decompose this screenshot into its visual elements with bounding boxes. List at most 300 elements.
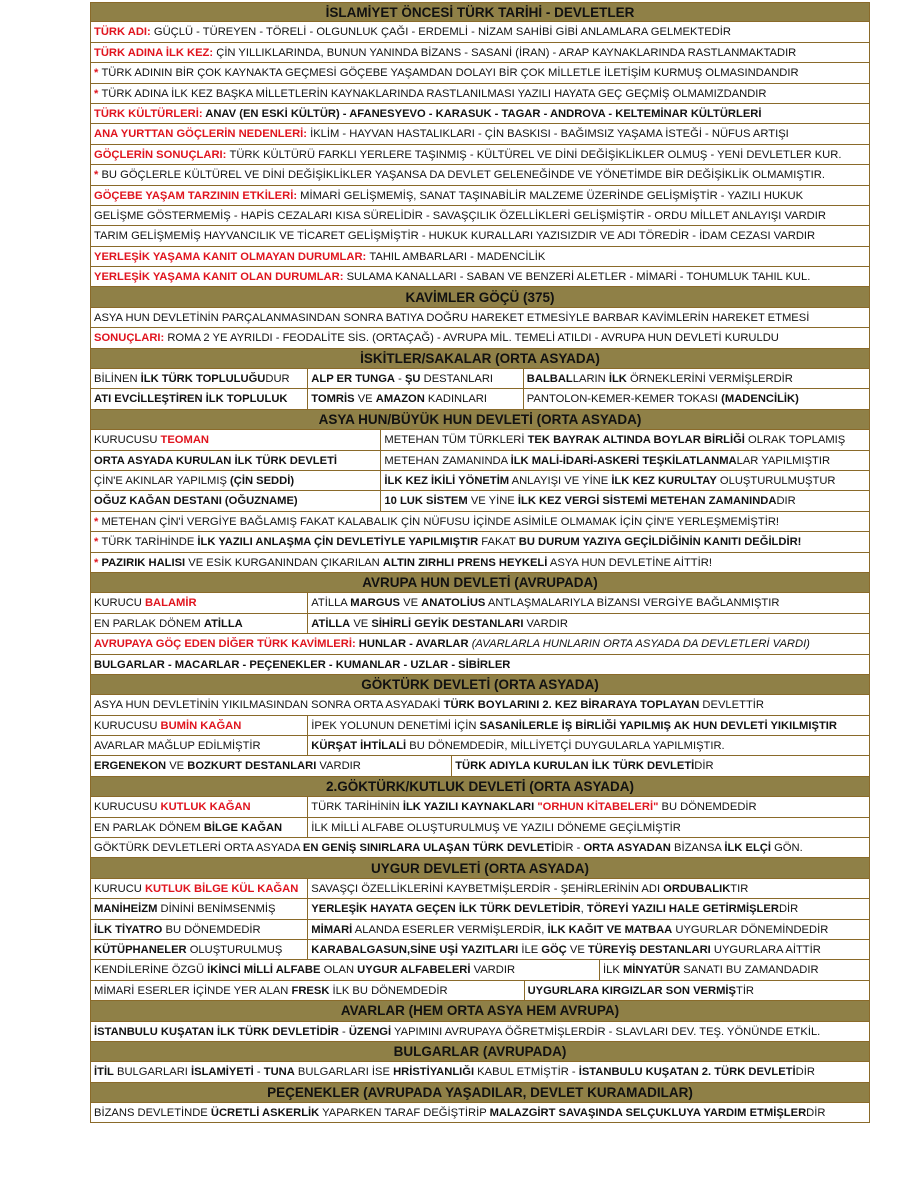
cell-text: VE ESİK KURGANINDAN ÇIKARILAN	[185, 556, 383, 569]
table-row	[90, 879, 870, 899]
cell-text: İKLİM - HAYVAN HASTALIKLARI - ÇİN BASKISI - BAĞIMSIZ YAŞAMA İSTEĞİ - NÜFUS ARTIŞI	[310, 128, 789, 141]
cell-text: TIR	[730, 882, 749, 895]
table-cell	[380, 491, 869, 510]
section-header	[90, 2, 870, 22]
bold-text: ATİLLA	[311, 617, 351, 630]
table-row	[90, 186, 870, 206]
cell-text: OLAN	[320, 964, 358, 977]
cell-text: VARDIR	[523, 617, 568, 630]
table-cell	[307, 369, 523, 388]
highlight-text: TÜRK ADINA İLK KEZ:	[94, 46, 217, 59]
cell-text: VE	[166, 760, 188, 773]
bold-text: ANAV (EN ESKİ KÜLTÜR) - AFANESYEVO - KARASUK - TAGAR - ANDROVA - KELTEMİNAR KÜLTÜRLERİ	[205, 107, 762, 120]
table-row	[90, 614, 870, 634]
cell-text: VE	[400, 597, 422, 610]
table-row	[90, 389, 870, 409]
highlight-text: TEOMAN	[160, 434, 209, 447]
bold-text: ATI EVCİLLEŞTİREN İLK TOPLULUK	[94, 393, 288, 406]
table-row	[90, 838, 870, 858]
cell-text: ROMA 2 YE AYRILDI - FEODALİTE SİS. (ORTAÇAĞ) - AVRUPA MİL. TEMELİ ATILDI - AVRUPA HUN DEVLETİ KURULDU	[167, 332, 779, 345]
table-cell	[307, 614, 869, 633]
table-cell	[91, 22, 869, 41]
cell-text: GELİŞME GÖSTERMEMİŞ - HAPİS CEZALARI KISA SÜRELİDİR - SAVAŞÇILIK ÖZELLİKLERİ GELİŞMİŞTİR - ORDU MİLLET ANLAYIŞI VARDIR	[94, 209, 826, 222]
table-cell	[91, 655, 869, 674]
section-title: İSKİTLER/SAKALAR (ORTA ASYADA)	[360, 350, 600, 366]
bold-text: GÖÇ	[541, 943, 567, 956]
cell-text: ASYA HUN DEVLETİNİN PARÇALANMASINDAN SONRA BATIYA DOĞRU HAREKET ETMESİYLE BARBAR KAVİMLERİN HAREKET ETMESİ	[94, 311, 810, 324]
cell-text: SANATI BU ZAMANDADIR	[680, 964, 819, 977]
cell-text: BİZANSA	[670, 842, 725, 855]
table-cell	[91, 63, 869, 82]
table-cell	[91, 960, 599, 979]
cell-text: ÇİN YILLIKLARINDA, BUNUN YANINDA BİZANS - SASANİ (İRAN) - ARAP KAYNAKLARINDA RASTLANMAKTADIR	[216, 46, 797, 59]
cell-text: ALANDA ESERLER VERMİŞLERDİR,	[352, 923, 548, 936]
bold-text: İLK TÜRK TOPLULUĞU	[140, 373, 266, 386]
table-cell	[91, 981, 524, 1000]
table-cell	[91, 308, 869, 327]
highlight-text: *	[94, 556, 102, 569]
table-row	[90, 124, 870, 144]
bold-text: PAZIRIK HALISI	[101, 556, 186, 569]
section-header	[90, 1042, 870, 1062]
bold-text: BALBAL	[526, 373, 573, 386]
table-row	[90, 43, 870, 63]
bold-text: ORDUBALIK	[663, 882, 731, 895]
highlight-text: *	[94, 67, 102, 80]
cell-text: TÜRK KÜLTÜRÜ FARKLI YERLERE TAŞINMIŞ - KÜLTÜREL VE DİNİ DEĞİŞİKLİKLER OLMUŞ - YENİ DEVLETLER KUR.	[229, 148, 842, 161]
bold-text: TUNA	[263, 1066, 295, 1079]
table-cell	[91, 512, 869, 531]
bold-text: SASANİLERLE İŞ BİRLİĞİ YAPILMIŞ AK HUN DEVLETİ YIKILMIŞTIR	[479, 719, 837, 732]
cell-text: KADINLARI	[424, 393, 487, 406]
bold-text: İTİL	[94, 1066, 114, 1079]
section-title: İSLAMİYET ÖNCESİ TÜRK TARİHİ - DEVLETLER	[325, 4, 635, 20]
table-row	[90, 22, 870, 42]
bold-text: İSTANBULU KUŞATAN 2. TÜRK DEVLETİ	[578, 1066, 796, 1079]
bold-text: İLK	[608, 373, 627, 386]
table-cell	[91, 186, 869, 205]
cell-text: TAHIL AMBARLARI - MADENCİLİK	[369, 250, 546, 263]
bold-text: KARABALGASUN,SİNE UŞİ YAZITLARI	[311, 943, 519, 956]
cell-text: KURUCUSU	[94, 434, 161, 447]
cell-text: DİR	[694, 760, 714, 773]
table-row	[90, 145, 870, 165]
table-row	[90, 328, 870, 348]
cell-text: BULGARLARI İSE	[294, 1066, 394, 1079]
cell-text: İLK MİLLİ ALFABE OLUŞTURULMUŞ VE YAZILI DÖNEME GEÇİLMİŞTİR	[311, 821, 681, 834]
table-row	[90, 1103, 870, 1123]
bold-text: İKİNCİ MİLLİ ALFABE	[207, 964, 321, 977]
bold-text: ERGENEKON	[94, 760, 167, 773]
cell-text: MİMARİ ESERLER İÇİNDE YER ALAN	[94, 984, 292, 997]
cell-text: VE	[566, 943, 588, 956]
section-title: KAVİMLER GÖÇÜ (375)	[405, 289, 555, 305]
table-cell	[91, 879, 307, 898]
section-header	[90, 1001, 870, 1021]
bold-text: HUNLAR - AVARLAR	[358, 638, 472, 651]
section-header	[90, 573, 870, 593]
table-cell	[91, 614, 307, 633]
highlight-text: *	[94, 169, 102, 182]
bold-text: SİHİRLİ GEYİK DESTANLARI	[371, 617, 524, 630]
bold-text: MİMARİ	[311, 923, 353, 936]
bold-text: ANATOLİUS	[421, 597, 486, 610]
bold-text: OĞUZ KAĞAN DESTANI (OĞUZNAME)	[94, 495, 298, 508]
bold-text: ALTIN ZIRHLI PRENS HEYKELİ	[382, 556, 548, 569]
cell-text: BU GÖÇLERLE KÜLTÜREL VE DİNİ DEĞİŞİKLİKLER YAŞANSA DA DEVLET GELENEĞİNDE VE YÖNETİMDE BİR DEĞİŞİKLİK OLMAMIŞTIR.	[101, 169, 825, 182]
cell-text: İPEK YOLUNUN DENETİMİ İÇİN	[311, 719, 480, 732]
bold-text: İLK KEZ İKİLİ YÖNETİM	[384, 474, 510, 487]
table-cell	[91, 797, 307, 816]
table-row	[90, 634, 870, 654]
table-cell	[91, 1022, 869, 1041]
table-row	[90, 695, 870, 715]
bold-text: EN GENİŞ SINIRLARA ULAŞAN TÜRK DEVLETİ	[302, 842, 555, 855]
highlight-text: TÜRK KÜLTÜRLERİ:	[94, 107, 206, 120]
bold-text: YERLEŞİK HAYATA GEÇEN İLK TÜRK DEVLETİDİR	[311, 903, 581, 916]
bold-text: TEK BAYRAK ALTINDA BOYLAR BİRLİĞİ	[527, 434, 745, 447]
table-row	[90, 593, 870, 613]
table-cell	[91, 267, 869, 286]
cell-text: ANTLAŞMALARIYLA BİZANSI VERGİYE BAĞLANMIŞTIR	[485, 597, 780, 610]
cell-text: GÖN.	[770, 842, 803, 855]
table-row	[90, 247, 870, 267]
table-row	[90, 899, 870, 919]
bold-text: KÜRŞAT İHTİLALİ	[311, 740, 407, 753]
cell-text: KURUCU	[94, 597, 145, 610]
table-cell	[91, 145, 869, 164]
table-cell	[523, 389, 869, 408]
table-cell	[307, 899, 869, 918]
cell-text: DESTANLARI	[420, 373, 494, 386]
bold-text: ORTA ASYADA KURULAN İLK TÜRK DEVLETİ	[94, 454, 338, 467]
highlight-text: YERLEŞİK YAŞAMA KANIT OLAN DURUMLAR:	[94, 271, 347, 284]
section-title: UYGUR DEVLETİ (ORTA ASYADA)	[370, 860, 589, 876]
table-row	[90, 267, 870, 287]
bold-text: KÜTÜPHANELER	[94, 943, 187, 956]
section-header	[90, 1083, 870, 1103]
bold-text: İLK YAZILI ANLAŞMA ÇİN DEVLETİYLE YAPILMIŞTIR	[197, 536, 479, 549]
table-cell	[91, 247, 869, 266]
highlight-text: *	[94, 515, 102, 528]
cell-text: DEVLETTİR	[699, 699, 764, 712]
highlight-text: KUTLUK BİLGE KÜL KAĞAN	[144, 882, 299, 895]
cell-text: ASYA HUN DEVLETİNE AİTTİR!	[547, 556, 712, 569]
table-cell	[91, 899, 307, 918]
table-cell	[91, 369, 307, 388]
highlight-text: GÖÇEBE YAŞAM TARZININ ETKİLERİ:	[94, 189, 301, 202]
cell-text: EN PARLAK DÖNEM	[94, 821, 204, 834]
bold-text: ALP ER TUNGA	[311, 373, 395, 386]
table-cell	[91, 104, 869, 123]
bold-text: MALAZGİRT SAVAŞINDA SELÇUKLUYA YARDIM ETMİŞLER	[489, 1107, 807, 1120]
table-cell	[91, 818, 307, 837]
table-cell	[524, 981, 869, 1000]
table-cell	[307, 940, 869, 959]
section-title: 2.GÖKTÜRK/KUTLUK DEVLETİ (ORTA ASYADA)	[325, 779, 634, 795]
cell-text: VE	[350, 617, 372, 630]
bold-text: TÖREYİ YAZILI HALE GETİRMİŞLER	[586, 903, 779, 916]
cell-text: VARDIR	[470, 964, 516, 977]
table-row	[90, 532, 870, 552]
highlight-text: ANA YURTTAN GÖÇLERİN NEDENLERİ:	[94, 128, 311, 141]
table-cell	[599, 960, 869, 979]
bold-text: BOZKURT DESTANLARI	[187, 760, 317, 773]
highlight-text: "ORHUN KİTABELERİ"	[537, 801, 659, 814]
cell-text: VE	[354, 393, 376, 406]
bold-text: (MADENCİLİK)	[721, 393, 799, 406]
cell-text: DİR	[795, 1066, 815, 1079]
table-cell	[91, 226, 869, 245]
bold-text: İLK MALİ-İDARİ-ASKERİ TEŞKİLATLANMA	[510, 454, 737, 467]
table-cell	[91, 451, 380, 470]
table-row	[90, 84, 870, 104]
table-cell	[91, 471, 380, 490]
cell-text: ÇİN'E AKINLAR YAPILMIŞ	[94, 474, 231, 487]
table-cell	[380, 430, 869, 449]
bold-text: İSLAMİYETİ	[191, 1066, 254, 1079]
table-cell	[91, 491, 380, 510]
cell-text: BU DÖNEMDEDİR, MİLLİYETÇİ DUYGULARLA YAPILMIŞTIR.	[406, 740, 725, 753]
cell-text: METEHAN ZAMANINDA	[384, 454, 511, 467]
highlight-text: BUMİN KAĞAN	[160, 719, 242, 732]
table-cell	[91, 838, 869, 857]
section-title: AVARLAR (HEM ORTA ASYA HEM AVRUPA)	[340, 1003, 620, 1019]
cell-text: KURUCUSU	[94, 719, 161, 732]
table-cell	[307, 818, 869, 837]
bold-text: TÜREYİŞ DESTANLARI	[587, 943, 711, 956]
cell-text: MİMARİ GELİŞMEMİŞ, SANAT TAŞINABİLİR MALZEME ÜZERİNDE GELİŞMİŞTİR - YAZILI HUKUK	[300, 189, 804, 202]
cell-text: -	[338, 1025, 349, 1038]
table-row	[90, 451, 870, 471]
table-row	[90, 226, 870, 246]
bold-text: TÜRK ADIYLA KURULAN İLK TÜRK DEVLETİ	[455, 760, 695, 773]
bold-text: İLK YAZILI KAYNAKLARI	[402, 801, 538, 814]
table-row	[90, 716, 870, 736]
cell-text: DIR	[776, 495, 796, 508]
cell-text: İLK	[603, 964, 623, 977]
section-header	[90, 287, 870, 307]
bold-text: 10 LUK SİSTEM	[384, 495, 468, 508]
cell-text: VARDIR	[316, 760, 361, 773]
bold-text: İLK ELÇİ	[724, 842, 771, 855]
cell-text: KENDİLERİNE ÖZGÜ	[94, 964, 208, 977]
cell-text: KURUCUSU	[94, 801, 161, 814]
cell-text: TARIM GELİŞMEMİŞ HAYVANCILIK VE TİCARET GELİŞMİŞTİR - HUKUK KURALLARI YAZISIZDIR VE ADI TÖREDİR - İDAM CEZASI VARDIR	[94, 230, 816, 243]
bold-text: İLK KEZ VERGİ SİSTEMİ METEHAN ZAMANINDA	[517, 495, 777, 508]
highlight-text: KUTLUK KAĞAN	[160, 801, 251, 814]
table-cell	[91, 593, 307, 612]
table-cell	[91, 553, 869, 572]
cell-text: ÖRNEKLERİNİ VERMİŞLERDİR	[626, 373, 793, 386]
section-header	[90, 858, 870, 878]
cell-text: FAKAT	[478, 536, 519, 549]
section-header	[90, 777, 870, 797]
cell-text: ANLAYIŞI VE YİNE	[509, 474, 612, 487]
bold-text: İSTANBULU KUŞATAN İLK TÜRK DEVLETİDİR	[94, 1025, 339, 1038]
cell-text: KABUL ETMİŞTİR -	[474, 1066, 579, 1079]
table-row	[90, 818, 870, 838]
cell-text: OLUŞTURULMUŞ	[186, 943, 283, 956]
cell-text: TÜRK TARİHİNİN	[311, 801, 403, 814]
table-row	[90, 491, 870, 511]
table-cell	[307, 920, 869, 939]
table-cell	[91, 756, 451, 775]
cell-text: BU DÖNEMDEDİR	[658, 801, 757, 814]
table-cell	[307, 593, 869, 612]
cell-text: SULAMA KANALLARI - SABAN VE BENZERİ ALETLER - MİMARİ - TOHUMLUK TAHIL KUL.	[346, 271, 811, 284]
cell-text: AVARLAR MAĞLUP EDİLMİŞTİR	[94, 740, 261, 753]
highlight-text: AVRUPAYA GÖÇ EDEN DİĞER TÜRK KAVİMLERİ:	[94, 638, 359, 651]
cell-text: UYGURLARA AİTTİR	[710, 943, 821, 956]
table-cell	[451, 756, 869, 775]
highlight-text: *	[94, 87, 102, 100]
cell-text: UYGURLAR DÖNEMİNDEDİR	[672, 923, 829, 936]
table-row	[90, 655, 870, 675]
cell-text: -	[253, 1066, 264, 1079]
bold-text: HRİSTİYANLIĞI	[393, 1066, 475, 1079]
section-title: ASYA HUN/BÜYÜK HUN DEVLETİ (ORTA ASYADA)	[318, 412, 642, 427]
table-cell	[307, 797, 869, 816]
table-cell	[380, 471, 869, 490]
table-row	[90, 1062, 870, 1082]
table-row	[90, 512, 870, 532]
bold-text: MARGUS	[350, 597, 400, 610]
cell-text: VE YİNE	[467, 495, 518, 508]
table-cell	[91, 1062, 869, 1081]
bold-text: ÜZENGİ	[348, 1025, 392, 1038]
cell-text: SAVAŞÇI ÖZELLİKLERİNİ KAYBETMİŞLERDİR - ŞEHİRLERİNİN ADI	[311, 882, 664, 895]
cell-text: YAPIMINI AVRUPAYA ÖĞRETMİŞLERDİR - SLAVLARI DEV. TEŞ. YÖNÜNDE ETKİL.	[391, 1025, 821, 1038]
cell-text: DİR	[778, 903, 799, 916]
bold-text: BU DURUM YAZIYA GEÇİLDİĞİNİN KANITI DEĞİLDİR!	[518, 536, 802, 549]
table-row	[90, 981, 870, 1001]
highlight-text: YERLEŞİK YAŞAMA KANIT OLMAYAN DURUMLAR:	[94, 250, 370, 263]
table-cell	[91, 940, 307, 959]
bold-text: BULGARLAR - MACARLAR - PEÇENEKLER - KUMANLAR - UZLAR - SİBİRLER	[94, 658, 511, 671]
highlight-text: SONUÇLARI:	[94, 332, 168, 345]
table-row	[90, 104, 870, 124]
cell-text: ASYA HUN DEVLETİNİN YIKILMASINDAN SONRA ORTA ASYADAKİ	[94, 699, 444, 712]
cell-text: BİZANS DEVLETİNDE	[94, 1107, 211, 1120]
cell-text: KURUCU	[94, 882, 145, 895]
highlight-text: TÜRK ADI:	[94, 26, 154, 39]
cell-text: DİNİNİ BENİMSENMİŞ	[157, 903, 276, 916]
table-cell	[91, 736, 307, 755]
bold-text: ŞU	[404, 373, 421, 386]
section-title: PEÇENEKLER (AVRUPADA YAŞADILAR, DEVLET KURAMADILAR)	[267, 1084, 693, 1100]
section-title: AVRUPA HUN DEVLETİ (AVRUPADA)	[362, 575, 598, 591]
bold-text: TÜRK BOYLARINI 2. KEZ BİRARAYA TOPLAYAN	[443, 699, 700, 712]
cell-text: METEHAN ÇİN'İ VERGİYE BAĞLAMIŞ FAKAT KALABALIK ÇİN NÜFUSU İÇİNDE ASİMİLE OLMAMAK İÇİN ÇİN'E YERLEŞMEMİŞTİR!	[101, 515, 780, 528]
bold-text: TOMRİS	[311, 393, 355, 406]
cell-text: LAR YAPILMIŞTIR	[736, 454, 831, 467]
cell-text: GÜÇLÜ - TÜREYEN - TÖRELİ - OLGUNLUK ÇAĞI - ERDEMLİ - NİZAM SAHİBİ GİBİ ANLAMLARA GELMEKTEDİR	[153, 26, 731, 39]
cell-text: -	[395, 373, 405, 386]
table-cell	[307, 736, 869, 755]
bold-text: ÜCRETLİ ASKERLİK	[210, 1107, 320, 1120]
history-table	[90, 2, 870, 1123]
table-row	[90, 920, 870, 940]
bold-text: UYGURLARA KIRGIZLAR SON VERMİŞ	[527, 984, 736, 997]
table-row	[90, 165, 870, 185]
bold-text: FRESK	[291, 984, 330, 997]
cell-text: LARIN	[572, 373, 609, 386]
table-cell	[91, 695, 869, 714]
section-header	[90, 675, 870, 695]
cell-text: TÜRK TARİHİNDE	[101, 536, 198, 549]
bold-text: AMAZON	[375, 393, 425, 406]
table-cell	[91, 206, 869, 225]
cell-text: DİR	[806, 1107, 826, 1120]
cell-text: YAPARKEN TARAF DEĞİŞTİRİP	[319, 1107, 490, 1120]
table-row	[90, 308, 870, 328]
table-row	[90, 206, 870, 226]
table-cell	[91, 165, 869, 184]
table-row	[90, 797, 870, 817]
table-cell	[380, 451, 869, 470]
bold-text: (ÇİN SEDDİ)	[230, 474, 295, 487]
table-cell	[307, 389, 523, 408]
cell-text: İLE	[518, 943, 542, 956]
table-row	[90, 430, 870, 450]
bold-text: ORTA ASYADAN	[583, 842, 671, 855]
table-cell	[91, 328, 869, 347]
section-title: BULGARLAR (AVRUPADA)	[393, 1044, 567, 1060]
cell-text: ATİLLA	[311, 597, 351, 610]
cell-text: OLRAK TOPLAMIŞ	[744, 434, 846, 447]
bold-text: MANİHEİZM	[94, 903, 158, 916]
table-cell	[307, 879, 869, 898]
highlight-text: *	[94, 536, 102, 549]
cell-text: TİR	[735, 984, 755, 997]
bold-text: İLK KEZ KURULTAY	[611, 474, 717, 487]
bold-text: BİLGE KAĞAN	[203, 821, 283, 834]
table-cell	[91, 1103, 869, 1122]
cell-text: ,	[580, 903, 587, 916]
table-row	[90, 736, 870, 756]
cell-text: TÜRK ADININ BİR ÇOK KAYNAKTA GEÇMESİ GÖÇEBE YAŞAMDAN DOLAYI BİR ÇOK MİLLETLE İLETİŞİM KURMUŞ OLMASINDANDIR	[101, 67, 799, 80]
bold-text: İLK KAĞIT VE MATBAA	[547, 923, 673, 936]
cell-text: BİLİNEN	[94, 373, 141, 386]
highlight-text: BALAMİR	[144, 597, 197, 610]
cell-text: DUR	[265, 373, 290, 386]
cell-text: İLK BU DÖNEMDEDİR	[329, 984, 448, 997]
table-row	[90, 369, 870, 389]
table-cell	[91, 389, 307, 408]
table-cell	[91, 532, 869, 551]
table-row	[90, 553, 870, 573]
table-row	[90, 940, 870, 960]
cell-text: BULGARLARI	[113, 1066, 191, 1079]
section-title: GÖKTÜRK DEVLETİ (ORTA ASYADA)	[361, 677, 599, 693]
cell-text: TÜRK ADINA İLK KEZ BAŞKA MİLLETLERİN KAYNAKLARINDA RASTLANILMASI YAZILI HAYATA GEÇ GEÇMİŞ OLMAMIZDANDIR	[101, 87, 767, 100]
section-header	[90, 349, 870, 369]
cell-text: DİR -	[554, 842, 584, 855]
table-cell	[91, 716, 307, 735]
table-cell	[91, 430, 380, 449]
cell-text: EN PARLAK DÖNEM	[94, 617, 204, 630]
table-row	[90, 471, 870, 491]
cell-text: OLUŞTURULMUŞTUR	[716, 474, 836, 487]
table-cell	[91, 124, 869, 143]
cell-text: BU DÖNEMDEDİR	[162, 923, 261, 936]
cell-text: (AVARLARLA HUNLARIN ORTA ASYADA DA DEVLETLERİ VARDI)	[471, 638, 810, 651]
table-row	[90, 63, 870, 83]
cell-text: METEHAN TÜM TÜRKLERİ	[384, 434, 528, 447]
table-cell	[91, 43, 869, 62]
table-cell	[91, 634, 869, 653]
